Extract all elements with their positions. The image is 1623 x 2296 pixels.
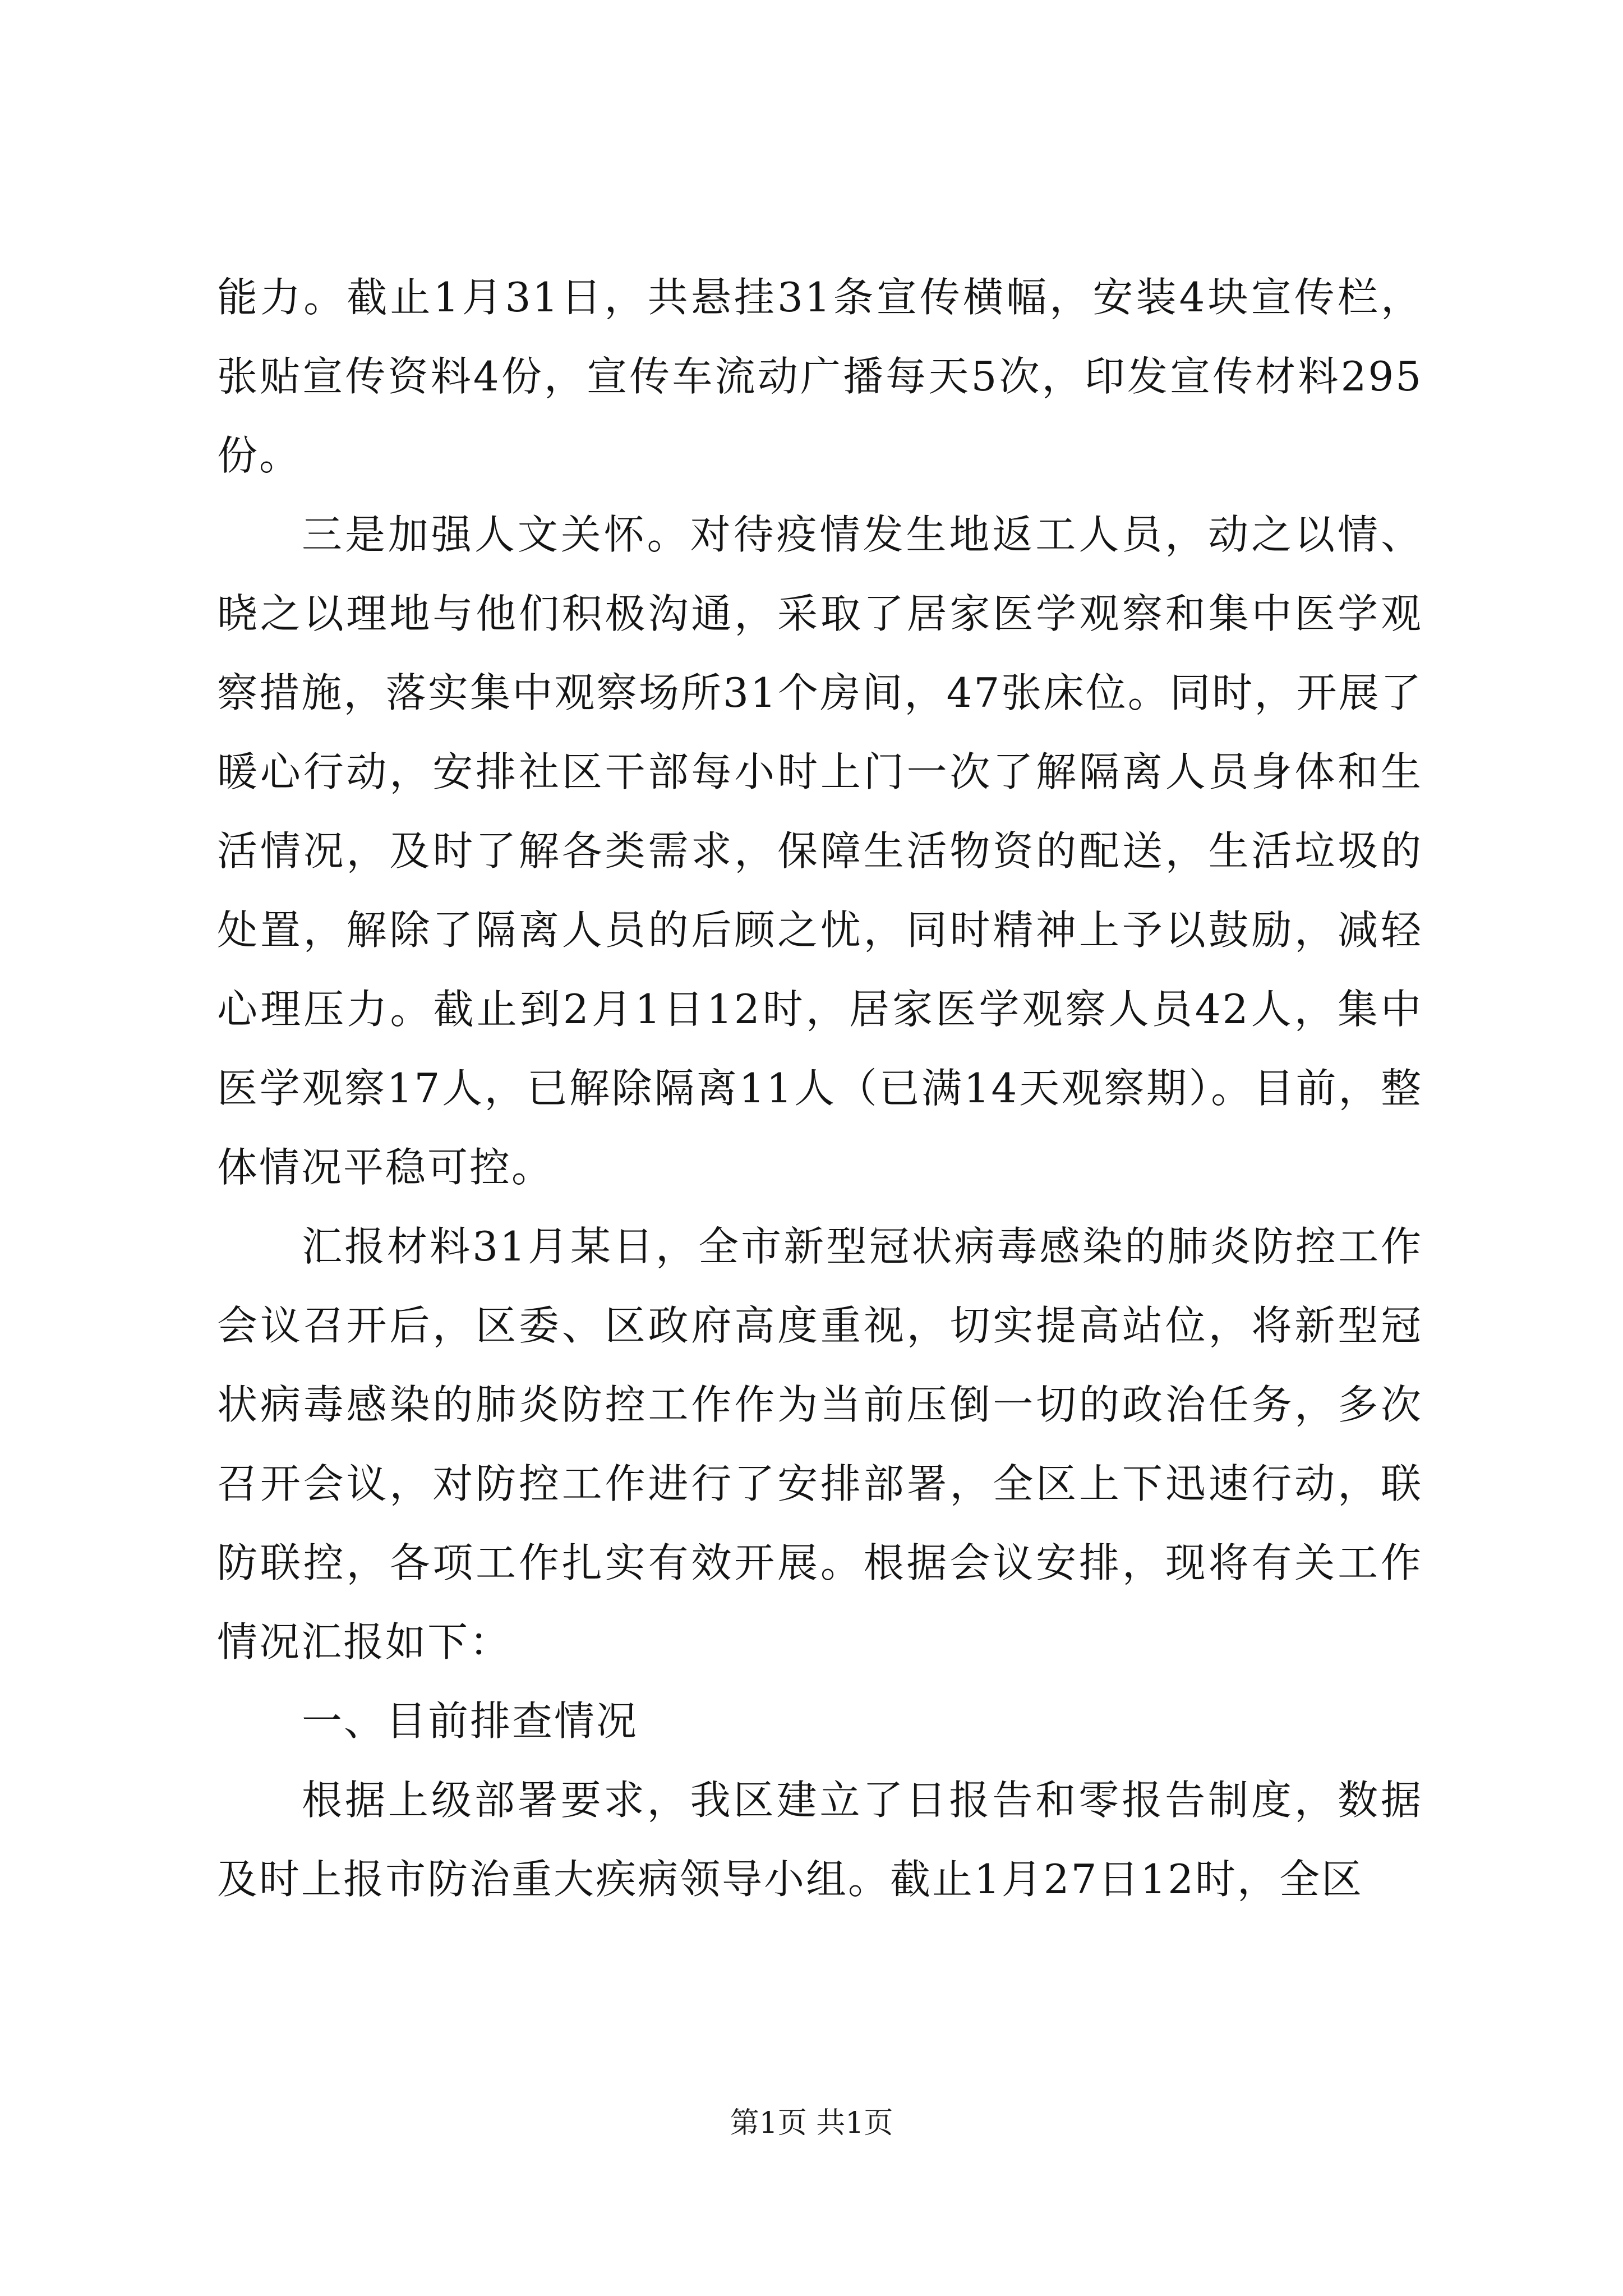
paragraph-continuation: 能力。截止1月31日，共悬挂31条宣传横幅，安装4块宣传栏，张贴宣传资料4份，宣传车流动广播每天5次，印发宣传材料295份。 [217,274,1423,479]
paragraph-screening: 根据上级部署要求，我区建立了日报告和零报告制度，数据及时上报市防治重大疾病领导小组。截止1月27日12时，全区 [217,1777,1423,1903]
section-heading: 一、目前排查情况 [302,1697,639,1745]
document-body [217,258,1423,1919]
page-footer: 第1页 共1页 [730,2106,893,2140]
paragraph-report-intro: 汇报材料31月某日，全市新型冠状病毒感染的肺炎防控工作会议召开后，区委、区政府高度重视，切实提高站位，将新型冠状病毒感染的肺炎防控工作作为当前压倒一切的政治任务，多次召开会议，对防控工作进行了安排部署，全区上下迅速行动，联防联控，各项工作扎实有效开展。根据会议安排，现将有关工作情况汇报如下： [217,1223,1423,1665]
paragraph-humanistic-care: 三是加强人文关怀。对待疫情发生地返工人员，动之以情、晓之以理地与他们积极沟通，采取了居家医学观察和集中医学观察措施，落实集中观察场所31个房间，47张床位。同时，开展了暖心行动，安排社区干部每小时上门一次了解隔离人员身体和生活情况，及时了解各类需求，保障生活物资的配送，生活垃圾的处置，解除了隔离人员的后顾之忧，同时精神上予以鼓励，减轻心理压力。截止到2月1日12时，居家医学观察人员42人，集中医学观察17人，已解除隔离11人（已满14天观察期）。目前，整体情况平稳可控。 [217,511,1423,1191]
